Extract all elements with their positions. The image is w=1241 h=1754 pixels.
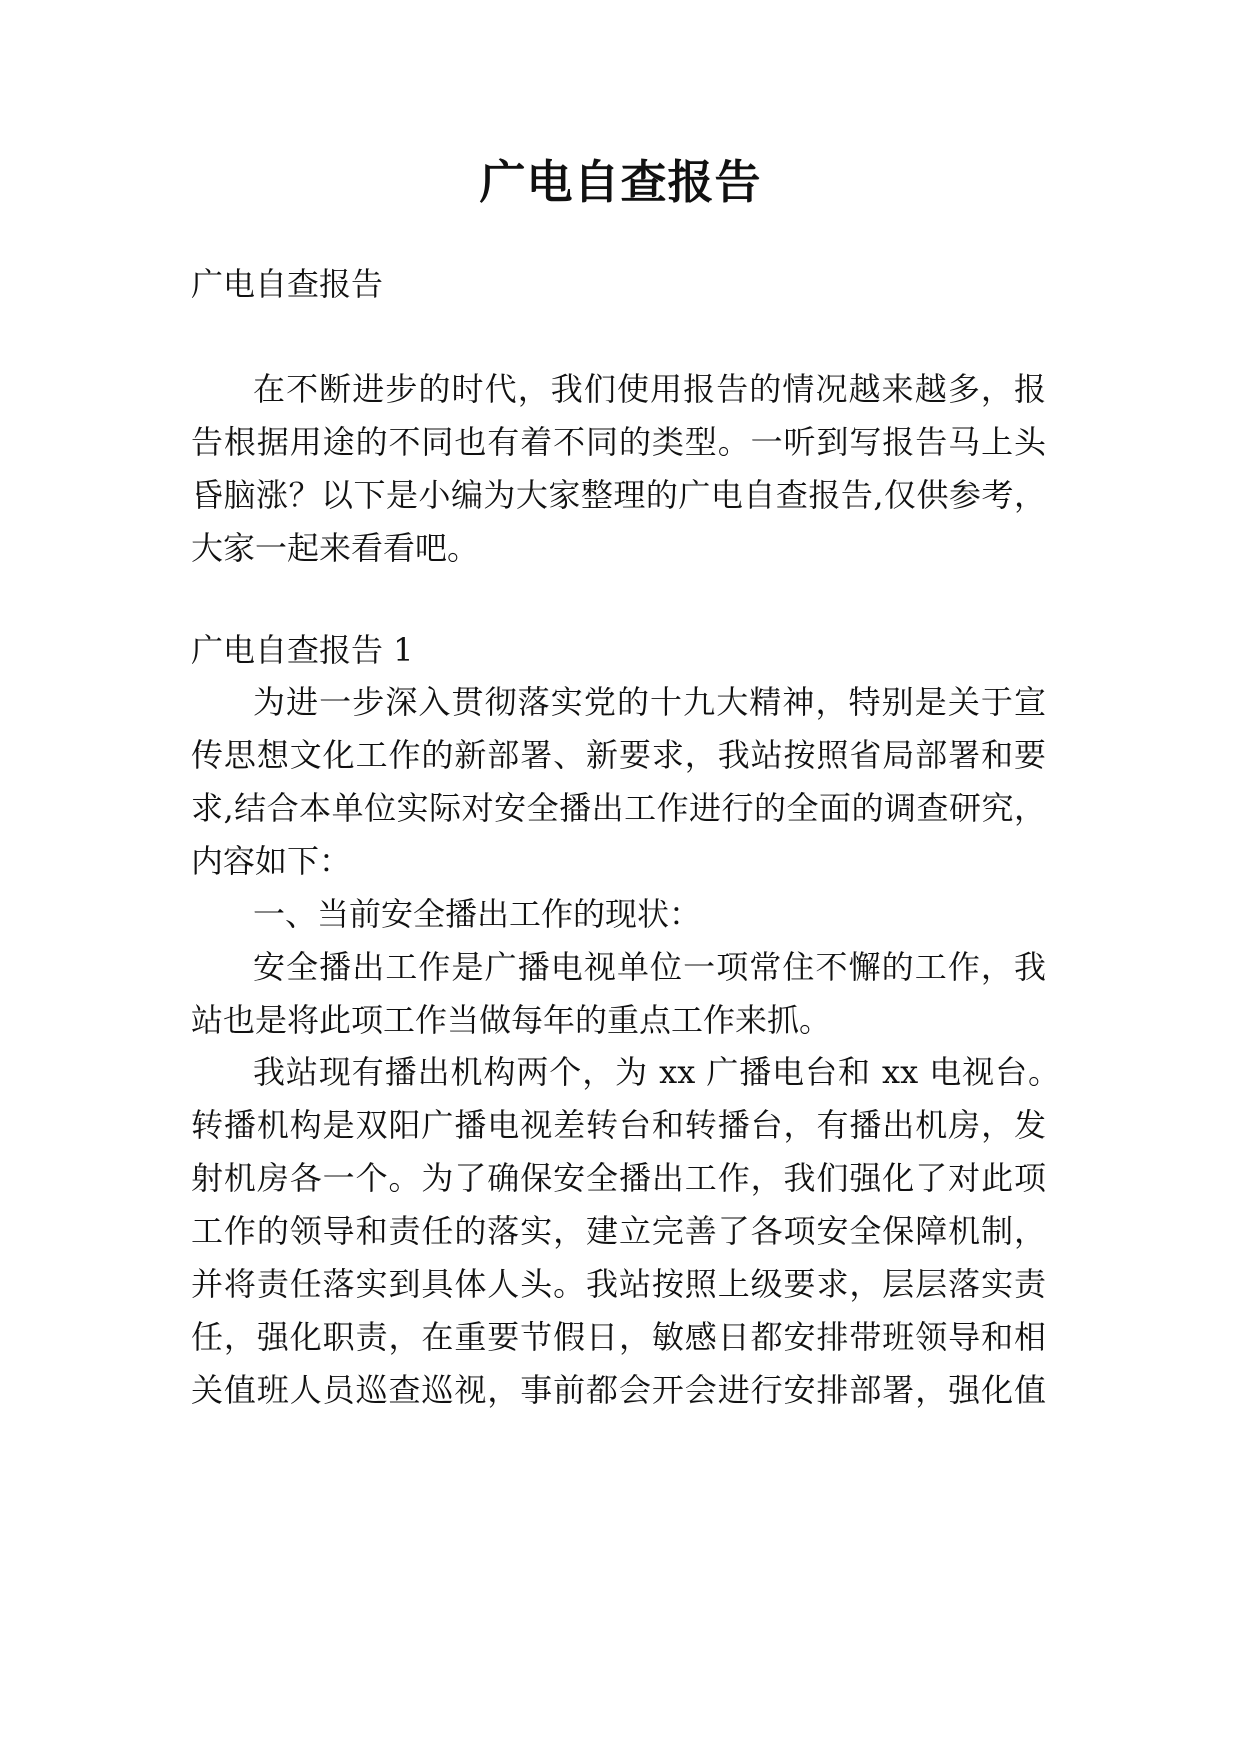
intro-line: 在不断进步的时代，我们使用报告的情况越来越多，报 (253, 370, 1046, 408)
document-title: 广电自查报告 (479, 155, 762, 209)
body-line: 求,结合本单位实际对安全播出工作进行的全面的调查研究， (191, 789, 1046, 827)
intro-line: 大家一起来看看吧。 (191, 529, 480, 567)
section-heading: 广电自查报告 1 (191, 631, 414, 669)
body-line: 关值班人员巡查巡视，事前都会开会进行安排部署，强化值 (191, 1371, 1046, 1409)
body-line: 为进一步深入贯彻落实党的十九大精神，特别是关于宣 (253, 683, 1046, 721)
body-line: 传思想文化工作的新部署、新要求，我站按照省局部署和要 (191, 736, 1046, 774)
body-line: 并将责任落实到具体人头。我站按照上级要求，层层落实责 (191, 1265, 1046, 1303)
body-line: 站也是将此项工作当做每年的重点工作来抓。 (191, 1001, 832, 1039)
document-subtitle: 广电自查报告 (191, 265, 384, 303)
body-line: 射机房各一个。为了确保安全播出工作，我们强化了对此项 (191, 1159, 1046, 1197)
body-line: 任，强化职责，在重要节假日，敏感日都安排带班领导和相 (191, 1318, 1046, 1356)
body-line: 转播机构是双阳广播电视差转台和转播台，有播出机房，发 (191, 1106, 1046, 1144)
body-line: 一、当前安全播出工作的现状： (253, 895, 702, 933)
body-line: 安全播出工作是广播电视单位一项常住不懈的工作，我 (253, 948, 1046, 986)
intro-line: 告根据用途的不同也有着不同的类型。一听到写报告马上头 (191, 423, 1046, 461)
body-line: 工作的领导和责任的落实，建立完善了各项安全保障机制， (191, 1212, 1046, 1250)
body-line: 我站现有播出机构两个，为 xx 广播电台和 xx 电视台。 (253, 1053, 1060, 1091)
intro-line: 昏脑涨？以下是小编为大家整理的广电自查报告,仅供参考， (191, 476, 1046, 514)
body-line: 内容如下： (191, 842, 352, 880)
